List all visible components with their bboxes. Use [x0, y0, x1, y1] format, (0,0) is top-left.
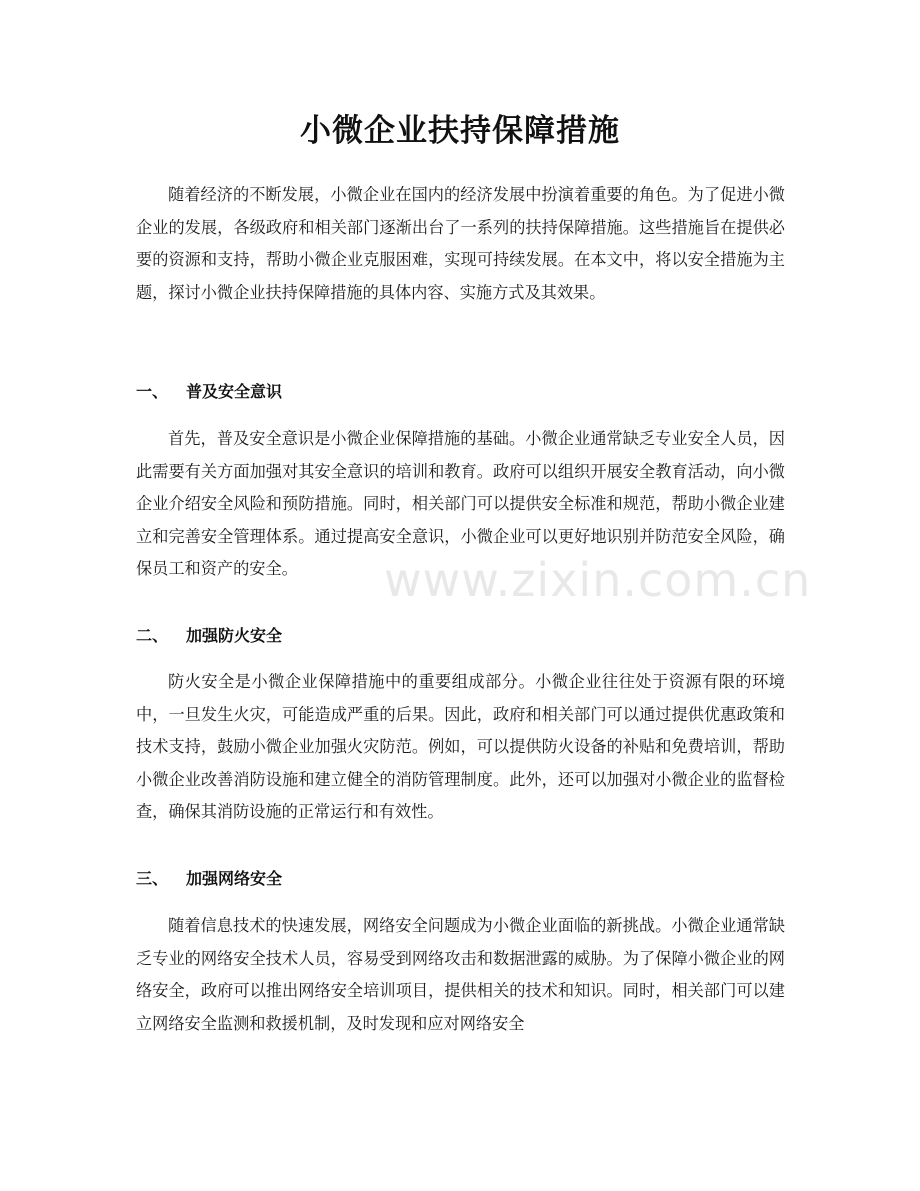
section-number: 一、	[136, 382, 169, 401]
section-body-3: 随着信息技术的快速发展，网络安全问题成为小微企业面临的新挑战。小微企业通常缺乏专业的网络安全技术人员，容易受到网络攻击和数据泄露的威胁。为了保障小微企业的网络安全，政府可以推出网络安全培训项目，提供相关的技术和知识。同时，相关部门可以建立网络安全监测和救援机制，及时发现和应对网络安全	[136, 916, 785, 1033]
section-heading-1	[136, 380, 282, 404]
section-number: 二、	[136, 626, 169, 645]
watermark: www.zixin.com.cn	[384, 553, 812, 607]
section-body-1: 首先，普及安全意识是小微企业保障措施的基础。小微企业通常缺乏专业安全人员，因此需要有关方面加强对其安全意识的培训和教育。政府可以组织开展安全教育活动，向小微企业介绍安全风险和预防措施。同时，相关部门可以提供安全标准和规范，帮助小微企业建立和完善安全管理体系。通过提高安全意识，小微企业可以更好地识别并防范安全风险，确保员工和资产的安全。	[136, 429, 785, 579]
page-title: 小微企业扶持保障措施	[300, 113, 620, 149]
section-heading-3	[136, 867, 282, 891]
section-title: 加强防火安全	[186, 626, 283, 645]
section-title: 普及安全意识	[186, 382, 283, 401]
intro-paragraph: 随着经济的不断发展，小微企业在国内的经济发展中扮演着重要的角色。为了促进小微企业的发展，各级政府和相关部门逐渐出台了一系列的扶持保障措施。这些措施旨在提供必要的资源和支持，帮助小微企业克服困难，实现可持续发展。在本文中，将以安全措施为主题，探讨小微企业扶持保障措施的具体内容、实施方式及其效果。	[136, 185, 785, 302]
section-title: 加强网络安全	[186, 869, 283, 888]
section-heading-2	[136, 624, 282, 648]
section-body-2: 防火安全是小微企业保障措施中的重要组成部分。小微企业往往处于资源有限的环境中，一旦发生火灾，可能造成严重的后果。因此，政府和相关部门可以通过提供优惠政策和技术支持，鼓励小微企业加强火灾防范。例如，可以提供防火设备的补贴和免费培训，帮助小微企业改善消防设施和建立健全的消防管理制度。此外，还可以加强对小微企业的监督检查，确保其消防设施的正常运行和有效性。	[136, 672, 785, 822]
section-number: 三、	[136, 869, 169, 888]
